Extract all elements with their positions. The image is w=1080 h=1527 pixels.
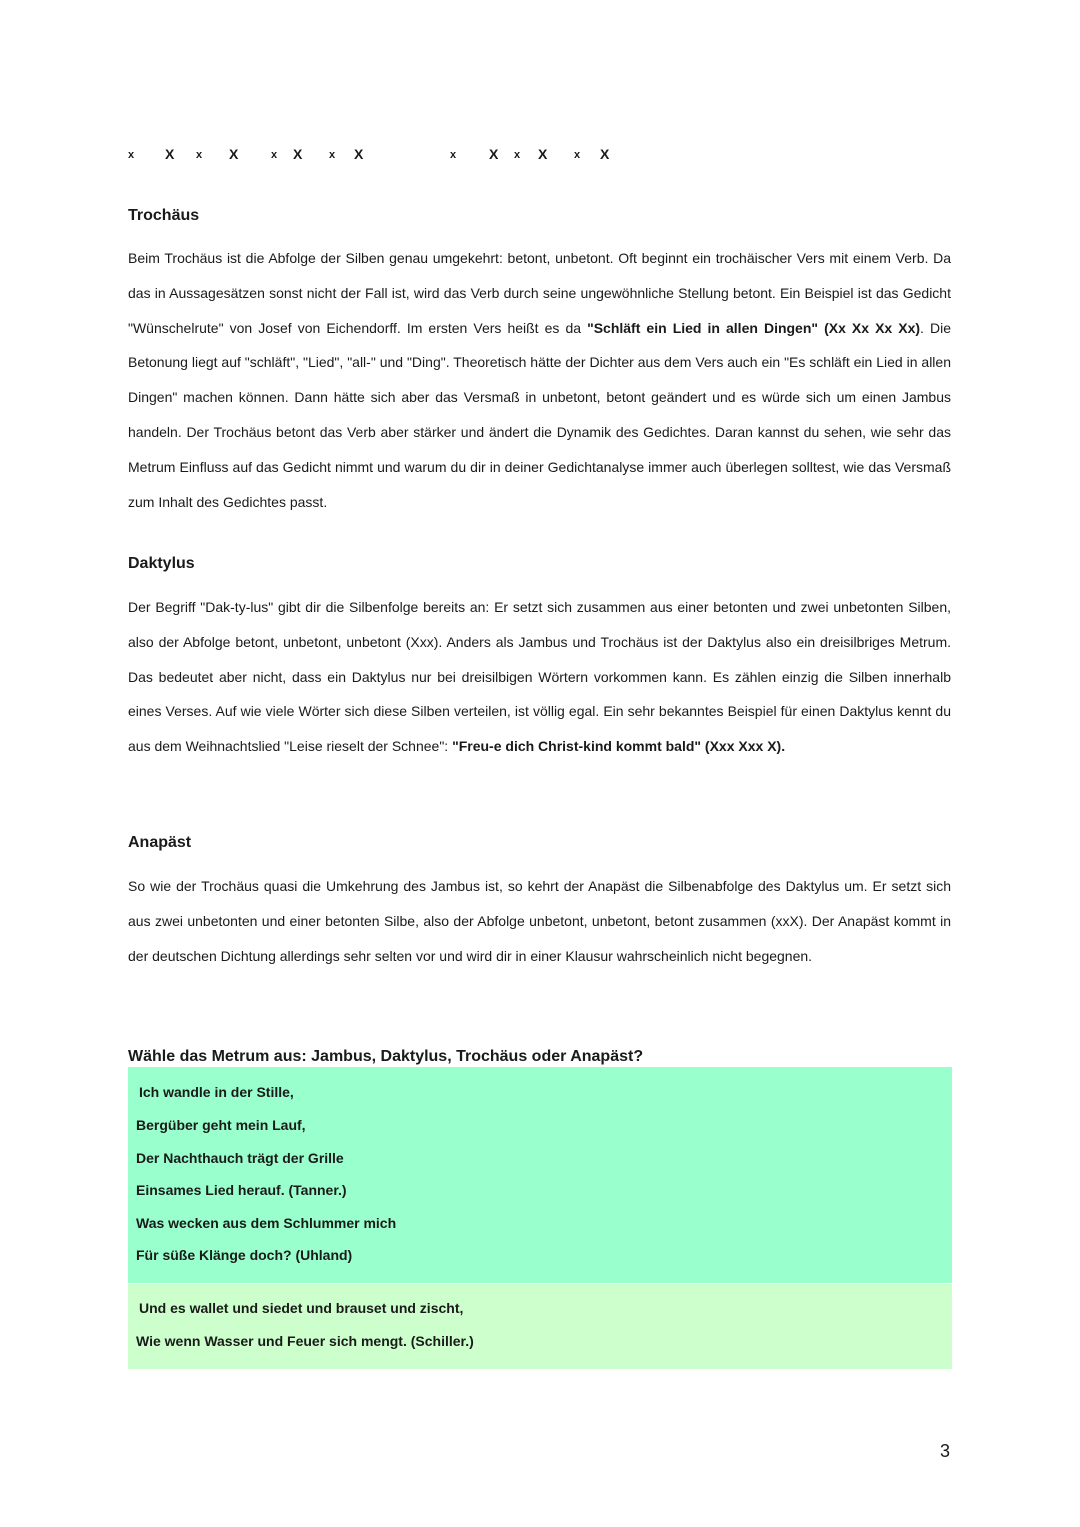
meter-mark: X (600, 146, 610, 162)
example-verse: "Freu-e dich Christ-kind kommt bald" (Xxx Xxx X). (452, 738, 786, 755)
poem-box-2 (128, 1284, 952, 1369)
paragraph-trochaeus (128, 241, 951, 519)
meter-mark: x (450, 149, 457, 161)
meter-mark: X (354, 146, 364, 162)
poem-line: Bergüber geht mein Lauf, (136, 1117, 306, 1133)
poem-line: Für süße Klänge doch? (Uhland) (136, 1247, 353, 1263)
poem-line: Ich wandle in der Stille, (139, 1084, 294, 1100)
paragraph-anapaest: So wie der Trochäus quasi die Umkehrung des Jambus ist, so kehrt der Anapäst die Silbenabfolge des Daktylus um. Er setzt sich aus zwei unbetonten und einer betonten Silbe, also der Abfolge unbetont, unbetont, betont zusammen (xxX). Der Anapäst kommt in der deutschen Dichtung allerdings sehr selten vor und wird dir in einer Klausur wahrscheinlich nicht begegnen. (128, 878, 951, 964)
meter-mark: x (271, 149, 278, 161)
meter-mark: x (128, 149, 135, 161)
paragraph-text: . Die Betonung liegt auf "schläft", "Lied", "all-" und "Ding". Theoretisch hätte der Dichter aus dem Vers auch ein "Es schläft ein Lied in allen Dingen" machen können. Dann hätte sich aber das Versmaß in unbetont, betont geändert und es würde sich um einen Jambus handeln. Der Trochäus betont das Verb aber stärker und ändert die Dynamik des Gedichtes. Daran kannst du sehen, wie sehr das Metrum Einfluss auf das Gedicht nimmt und warum du dir in deiner Gedichtanalyse immer auch überlegen solltest, wie das Versmaß zum Inhalt des Gedichtes passt. (128, 319, 951, 510)
meter-mark: X (489, 146, 499, 162)
paragraph-text: Beim Trochäus ist die Abfolge der Silben genau umgekehrt: betont, unbetont. Oft beginnt ein trochäischer Vers mit einem Verb. Da das in Aussagesätzen sonst nicht der Fall ist, wird das Verb durch seine ungewöhnliche Stellung betont. Ein Beispiel ist das Gedicht "Wünschelrute" von Josef von Eichendorff. Im ersten Vers heißt es da (128, 250, 951, 336)
section-heading-daktylus: Daktylus (128, 555, 195, 572)
poem-line: Und es wallet und siedet und brauset und zischt, (139, 1300, 464, 1316)
meter-mark: x (196, 149, 203, 161)
example-verse: "Schläft ein Lied in allen Dingen" (Xx Xx Xx Xx) (587, 319, 921, 336)
poem-line: Was wecken aus dem Schlummer mich (136, 1215, 397, 1231)
section-heading-trochaeus: Trochäus (128, 207, 200, 224)
meter-mark: X (538, 146, 548, 162)
section-heading-anapaest: Anapäst (128, 834, 192, 851)
meter-mark: x (514, 149, 521, 161)
exercise-question: Wähle das Metrum aus: Jambus, Daktylus, Trochäus oder Anapäst? (128, 1048, 644, 1065)
poem-line: Wie wenn Wasser und Feuer sich mengt. (Schiller.) (136, 1333, 474, 1349)
poem-box-1 (128, 1067, 952, 1283)
poem-line: Der Nachthauch trägt der Grille (136, 1150, 344, 1166)
meter-mark: X (165, 146, 175, 162)
page-number: 3 (940, 1441, 951, 1461)
poem-line: Einsames Lied herauf. (Tanner.) (136, 1182, 347, 1198)
meter-mark: X (229, 146, 239, 162)
meter-mark: x (329, 149, 336, 161)
paragraph-text: Der Begriff "Dak-ty-lus" gibt dir die Silbenfolge bereits an: Er setzt sich zusammen aus einer betonten und zwei unbetonten Silben, also der Abfolge betont, unbetont, unbetont (Xxx). Anders als Jambus und Trochäus ist der Daktylus also ein dreisilbriges Metrum. Das bedeutet aber nicht, dass ein Daktylus nur bei dreisilbigen Wörtern vorkommen kann. Es zählen einzig die Silben innerhalb eines Verses. Auf wie viele Wörter sich diese Silben verteilen, ist völlig egal. Ein sehr bekanntes Beispiel für einen Daktylus kennt du aus dem Weihnachtslied "Leise rieselt der Schnee": (128, 599, 951, 755)
meter-mark: X (293, 146, 303, 162)
meter-mark: x (574, 149, 581, 161)
paragraph-daktylus (128, 590, 951, 764)
